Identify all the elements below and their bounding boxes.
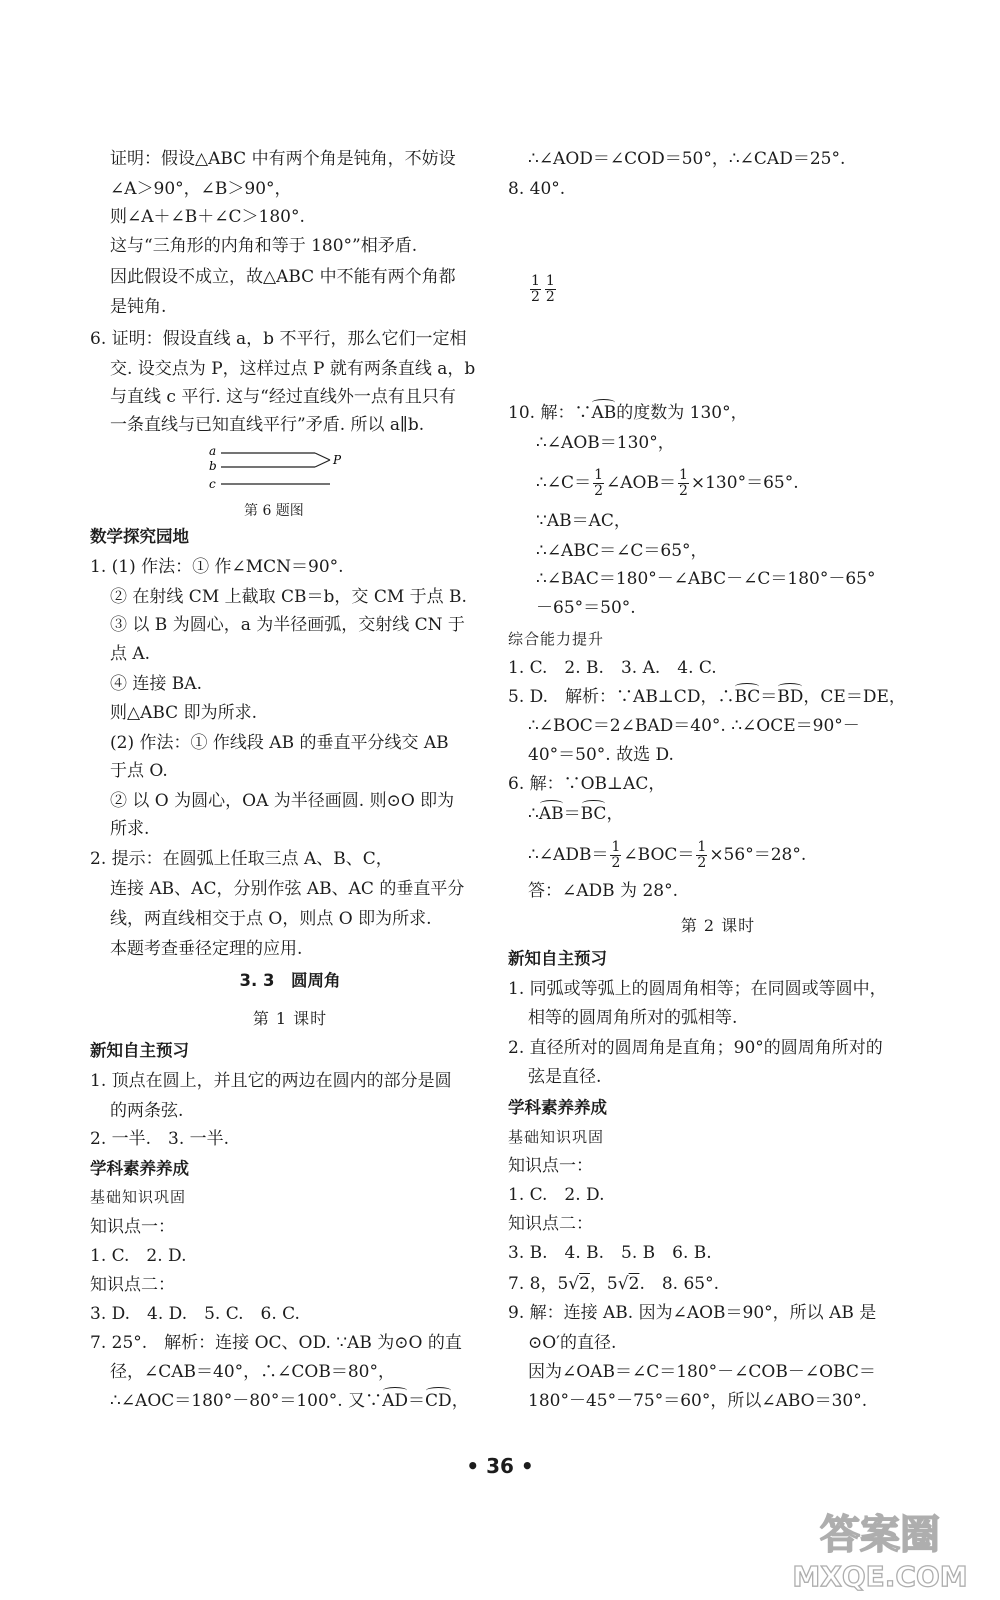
line-c-label: c — [209, 477, 216, 491]
proof5-line: 则∠A＋∠B＋∠C＞180°. — [110, 207, 305, 227]
comprehensive-answers: 1. C. 2. B. 3. A. 4. C. — [508, 658, 717, 678]
q8-answer: 8. 40°. — [508, 179, 566, 199]
fraction: $\frac{1}{2}$ — [611, 839, 621, 871]
page-number: • 36 • — [466, 1454, 534, 1478]
q10-line: －65°＝50°. — [536, 598, 636, 618]
fraction: $\frac{1}{2}$ — [678, 467, 688, 499]
proof6-line: 一条直线与已知直线平行”矛盾. 所以 a∥b. — [110, 415, 425, 435]
explore-line: 2. 提示：在圆弧上任取三点 A、B、C， — [90, 849, 393, 869]
fraction: $\frac{1}{2}$ — [697, 839, 707, 871]
proof5-line: 证明：假设△ABC 中有两个角是钝角，不妨设 — [110, 149, 456, 169]
explore-line: ③ 以 B 为圆心，a 为半径画弧，交射线 CN 于 — [110, 615, 465, 635]
preview-line: 弦是直径. — [528, 1067, 602, 1087]
lesson-title: 第 2 课时 — [680, 916, 756, 935]
q5-line: ∴∠BOC＝2∠BAD＝40°. ∴∠OCE＝90°－ — [528, 716, 860, 736]
basic-heading: 基础知识巩固 — [90, 1188, 187, 1206]
explore-line: 所求. — [110, 819, 150, 839]
q10-line: ∴∠BAC＝180°－∠ABC－∠C＝180°－65° — [536, 569, 876, 589]
knowledge-point-2: 知识点二： — [90, 1275, 175, 1295]
explore-line: 1. (1) 作法：① 作∠MCN＝90°. — [90, 557, 344, 577]
q10-line: ∵AB＝AC， — [536, 511, 631, 531]
explore-line: 点 A. — [110, 644, 151, 664]
literacy-heading: 学科素养养成 — [90, 1159, 189, 1178]
parallel-lines-figure — [205, 443, 355, 493]
q5-line: 5. D. 解析：∵AB⊥CD，∴BC＝BD，CE＝DE， — [508, 687, 906, 707]
proof6-line: 交. 设交点为 P，这样过点 P 就有两条直线 a，b — [110, 359, 476, 379]
comprehensive-heading: 综合能力提升 — [508, 630, 605, 648]
proof5-line: 因此假设不成立，故△ABC 中不能有两个角都 — [110, 267, 456, 287]
fraction: $\frac{1}{2}$ — [594, 467, 603, 499]
knowledge-point-1-answers: 1. C. 2. D. — [90, 1246, 187, 1266]
proof5-line: 是钝角. — [110, 297, 167, 317]
preview-line: 2. 一半. 3. 一半. — [90, 1129, 230, 1149]
explore-line: 于点 O. — [110, 761, 168, 781]
q10-line: ∴∠C＝ $\frac{1}{2}$ ∠AOB＝ $\frac{1}{2}$ ×130°＝65°. — [536, 467, 799, 499]
q5-line: 40°＝50°. 故选 D. — [528, 745, 674, 765]
q10-line: ∴∠AOB＝130°， — [536, 433, 675, 453]
sqrt-sign: √ — [568, 1274, 580, 1294]
proof5-line: 这与“三角形的内角和等于 180°”相矛盾. — [110, 236, 418, 256]
q6-line: 答：∠ADB 为 28°. — [528, 881, 678, 901]
arc-ab: AB — [591, 403, 617, 423]
preview-line: 1. 顶点在圆上，并且它的两边在圆内的部分是圆 — [90, 1071, 452, 1091]
preview-heading: 新知自主预习 — [508, 949, 607, 968]
arc-ad: AD — [382, 1391, 409, 1411]
fraction: $\frac{1}{2}$ — [545, 273, 555, 305]
preview-line: 1. 同弧或等弧上的圆周角相等；在同圆或等圆中， — [508, 979, 887, 999]
arc-bc: BC — [580, 804, 607, 824]
q7-line: ∴∠AOC＝180°－80°＝100°. 又∵AD＝CD， — [110, 1391, 469, 1411]
knowledge-point-2-answers: 3. D. 4. D. 5. C. 6. C. — [90, 1304, 300, 1324]
arc-cd: CD — [425, 1391, 452, 1411]
q9-line: 180°－45°－75°＝60°，所以∠ABO＝30°. — [528, 1391, 868, 1411]
q6-line: ∴∠ADB＝ $\frac{1}{2}$ ∠BOC＝ $\frac{1}{2}$ ×56°＝28°. — [528, 839, 807, 871]
explore-line: 连接 AB、AC，分别作弦 AB、AC 的垂直平分 — [110, 879, 465, 899]
line-b-label: b — [209, 459, 217, 473]
lesson-title: 第 1 课时 — [252, 1009, 328, 1028]
knowledge-point-1-answers: 1. C. 2. D. — [508, 1185, 605, 1205]
figure-caption: 第 6 题图 — [244, 503, 304, 519]
sqrt-sign: √ — [617, 1274, 629, 1294]
knowledge-point-1: 知识点一： — [508, 1156, 593, 1176]
q9-line: 9. 解：连接 AB. 因为∠AOB＝90°，所以 AB 是 — [508, 1303, 877, 1323]
knowledge-point-2: 知识点二： — [508, 1214, 593, 1234]
arc-bc: BC — [734, 687, 761, 707]
watermark-logo — [780, 1502, 980, 1592]
preview-line: 相等的圆周角所对的弧相等. — [528, 1008, 738, 1028]
q9-line: 因为∠OAB＝∠C＝180°－∠COB－∠OBC＝ — [528, 1362, 876, 1382]
explore-line: 本题考查垂径定理的应用. — [110, 939, 303, 959]
knowledge-point-1: 知识点一： — [90, 1217, 175, 1237]
right-top-line: ∴∠AOD＝∠COD＝50°，∴∠CAD＝25°. — [528, 149, 846, 169]
proof6-line: 6. 证明：假设直线 a，b 不平行，那么它们一定相 — [90, 329, 467, 349]
q9-line — [528, 272, 558, 306]
arc-ab: AB — [538, 804, 564, 824]
svg-text:答案圈: 答案圈 — [820, 1512, 940, 1558]
explore-heading: 数学探究园地 — [90, 527, 189, 546]
q10-line: 10. 解：∵AB的度数为 130°， — [508, 403, 748, 423]
proof5-line: ∠A＞90°，∠B＞90°， — [110, 179, 292, 199]
explore-line: ④ 连接 BA. — [110, 674, 202, 694]
explore-line: ② 以 O 为圆心，OA 为半径画圆. 则⊙O 即为 — [110, 791, 455, 811]
q7-line: 径，∠CAB＝40°，∴∠COB＝80°， — [110, 1362, 395, 1382]
preview-line: 2. 直径所对的圆周角是直角；90°的圆周角所对的 — [508, 1038, 883, 1058]
q6-line: 6. 解：∵OB⊥AC， — [508, 774, 666, 794]
section-title: 3. 3 圆周角 — [239, 971, 341, 990]
explore-line: ② 在射线 CM 上截取 CB＝b，交 CM 于点 B. — [110, 587, 467, 607]
explore-line: 则△ABC 即为所求. — [110, 703, 257, 723]
q10-line: ∴∠ABC＝∠C＝65°， — [536, 541, 708, 561]
preview-heading: 新知自主预习 — [90, 1041, 189, 1060]
q7-answer: 7. 8，5√2，5√2. 8. 65°. — [508, 1274, 720, 1294]
fraction: $\frac{1}{2}$ — [531, 273, 540, 305]
q6-line: ∴AB＝BC， — [528, 804, 624, 824]
explore-line: 线，两直线相交于点 O，则点 O 即为所求. — [110, 909, 432, 929]
q9-line: ⊙O′的直径. — [528, 1333, 617, 1353]
line-a-label: a — [209, 444, 217, 458]
svg-text:MXQE.COM: MXQE.COM — [792, 1560, 968, 1592]
basic-heading: 基础知识巩固 — [508, 1128, 605, 1146]
literacy-heading: 学科素养养成 — [508, 1098, 607, 1117]
proof6-line: 与直线 c 平行. 这与“经过直线外一点有且只有 — [110, 387, 456, 407]
explore-line: (2) 作法：① 作线段 AB 的垂直平分线交 AB — [110, 733, 449, 753]
arc-bd: BD — [777, 687, 804, 707]
point-p-label: P — [333, 453, 342, 467]
knowledge-point-2-answers: 3. B. 4. B. 5. B 6. B. — [508, 1243, 712, 1263]
q7-line: 7. 25°. 解析：连接 OC、OD. ∵AB 为⊙O 的直 — [90, 1333, 462, 1353]
preview-line: 的两条弦. — [110, 1101, 184, 1121]
